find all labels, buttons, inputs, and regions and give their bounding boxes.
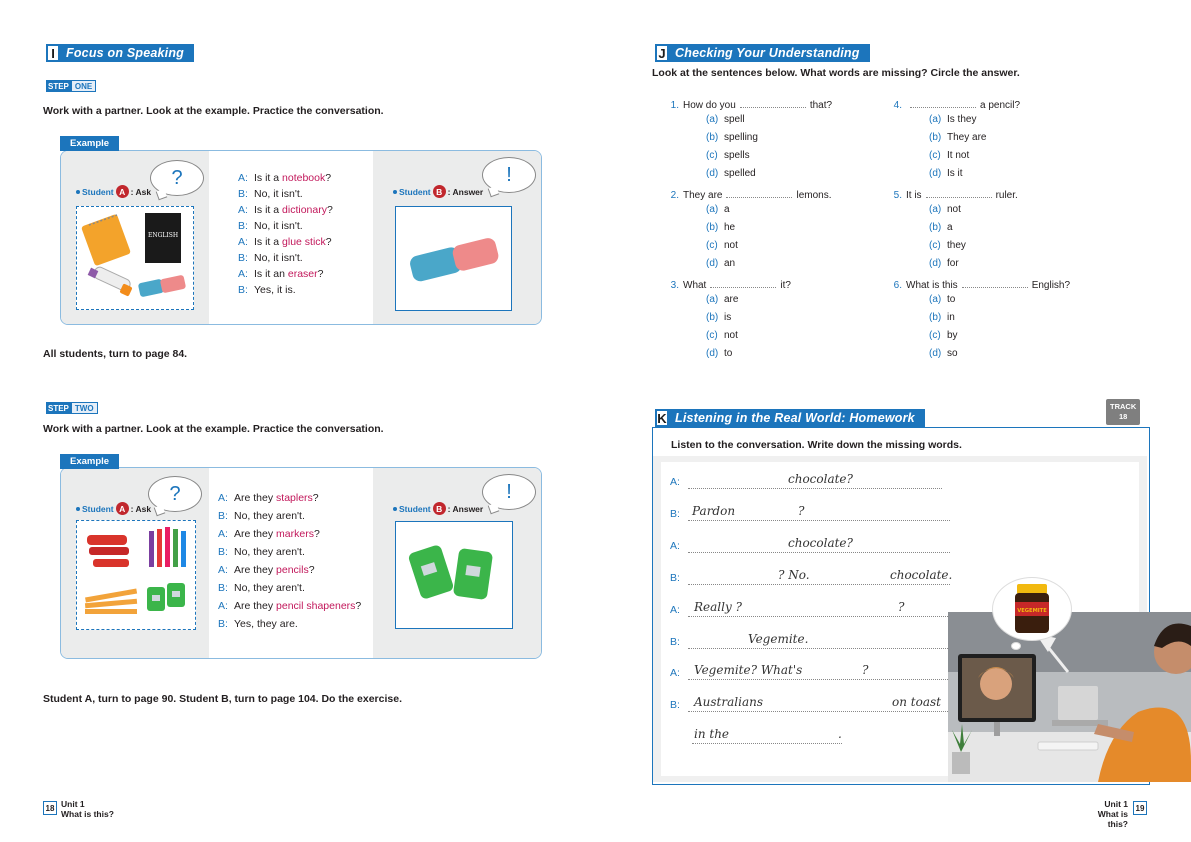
- question-4: [888, 96, 1020, 111]
- bullet-icon: [393, 507, 397, 511]
- option-text: are: [724, 294, 739, 305]
- section-letter: K: [655, 409, 669, 427]
- answer-blank[interactable]: [962, 276, 1028, 288]
- student-role: : Answer: [447, 186, 484, 197]
- student-a-pictures: [76, 520, 196, 630]
- highlight-word: staplers: [276, 492, 313, 504]
- option-text: not: [947, 204, 961, 215]
- line-end: ?: [312, 492, 319, 504]
- option-letter: (a): [706, 114, 719, 125]
- speaker: A:: [238, 268, 248, 280]
- question-2: [665, 186, 831, 201]
- dictionary-icon: [145, 213, 181, 263]
- student-b-picture: [395, 206, 512, 311]
- example-tab: Example: [60, 454, 119, 469]
- option-text: in: [947, 312, 955, 323]
- option[interactable]: [706, 132, 758, 143]
- option[interactable]: [706, 348, 732, 359]
- school-items-illustration: [77, 521, 195, 629]
- answer-line[interactable]: [688, 520, 950, 521]
- line-text: Are they: [234, 528, 277, 540]
- option[interactable]: [929, 258, 959, 269]
- exclamation-bubble: !: [482, 157, 536, 193]
- answer-blank[interactable]: [740, 96, 806, 108]
- footer-title: What is this?: [61, 809, 114, 819]
- option-letter: (d): [706, 168, 719, 179]
- option-text: Is it: [947, 168, 963, 179]
- vegemite-jar-icon: [993, 578, 1071, 640]
- step-number: ONE: [71, 80, 96, 92]
- question-post: that?: [809, 100, 833, 111]
- answer-blank[interactable]: [710, 276, 776, 288]
- eraser-icon: [138, 275, 186, 298]
- student-role: : Answer: [447, 503, 484, 514]
- conv-line: [218, 525, 361, 543]
- line-text: Yes, it is.: [254, 284, 296, 296]
- option[interactable]: [929, 168, 963, 179]
- option-letter: (c): [706, 150, 718, 161]
- speaker: A:: [218, 600, 228, 612]
- footer-right: [1080, 799, 1128, 829]
- option-text: It not: [947, 150, 970, 161]
- conv-line: [238, 218, 333, 234]
- handwritten-word: Pardon: [692, 504, 736, 518]
- conv-line: [218, 579, 361, 597]
- option-text: an: [724, 258, 736, 269]
- stapler-icon: [87, 535, 129, 567]
- speaker: B:: [238, 220, 248, 232]
- student-a-label: [76, 502, 151, 515]
- answer-line[interactable]: [688, 616, 950, 617]
- step-two-label: [46, 402, 98, 414]
- student-a-label: [76, 185, 151, 198]
- option-text: by: [947, 330, 958, 341]
- question-number: 4.: [893, 100, 902, 111]
- question-5: [888, 186, 1018, 201]
- line-text: Is it a: [254, 204, 283, 216]
- student-a-badge: A: [116, 502, 129, 515]
- option[interactable]: [929, 150, 969, 161]
- line-text: Is it an: [254, 268, 288, 280]
- dialog-line: [670, 534, 950, 554]
- line-text: Are they: [234, 600, 277, 612]
- option[interactable]: [706, 150, 750, 161]
- option-letter: (a): [929, 114, 942, 125]
- section-j-title: [655, 44, 870, 62]
- dialog-line: [670, 630, 950, 650]
- option-letter: (d): [706, 348, 719, 359]
- section-letter: I: [46, 44, 60, 62]
- option-letter: (c): [929, 330, 941, 341]
- option[interactable]: [706, 330, 738, 341]
- step-word: STEP: [48, 81, 69, 91]
- option[interactable]: [706, 240, 738, 251]
- conv-line: [238, 250, 333, 266]
- line-end: ?: [325, 172, 332, 184]
- line-text: Is it a: [254, 236, 283, 248]
- speaker: B:: [218, 618, 228, 630]
- question-post: ruler.: [995, 190, 1018, 201]
- thought-bubble: [992, 577, 1072, 641]
- bullet-icon: [76, 507, 80, 511]
- dialog-line: [670, 470, 950, 490]
- student-a-badge: A: [116, 185, 129, 198]
- student-role: : Ask: [130, 503, 152, 514]
- conv-line: [218, 507, 361, 525]
- option-letter: (d): [929, 258, 942, 269]
- question-number: 2.: [670, 190, 679, 201]
- option-letter: (a): [929, 294, 942, 305]
- step-word: STEP: [48, 403, 69, 413]
- handwritten-word: ? No.: [778, 568, 810, 582]
- footer-unit: Unit 1: [1104, 799, 1128, 809]
- handwritten-word: ?: [862, 663, 869, 677]
- highlight-word: eraser: [287, 268, 318, 280]
- speaker: A:: [670, 667, 680, 679]
- speaker: A:: [238, 204, 248, 216]
- option-text: they: [947, 240, 966, 251]
- highlight-word: notebook: [282, 172, 326, 184]
- dialog-line: [670, 502, 950, 522]
- question-pre: What is this: [906, 280, 958, 291]
- step-one-label: [46, 80, 96, 92]
- student-b-label: [393, 502, 483, 515]
- option-text: spell: [724, 114, 745, 125]
- speaker: B:: [670, 508, 680, 520]
- line-text: No, it isn't.: [254, 220, 303, 232]
- line-end: ?: [355, 600, 362, 612]
- line-end: ?: [326, 204, 333, 216]
- student-role: : Ask: [130, 186, 152, 197]
- speaker: B:: [218, 546, 228, 558]
- highlight-word: markers: [276, 528, 314, 540]
- line-text: No, it isn't.: [254, 252, 303, 264]
- conv-line: [218, 543, 361, 561]
- line-text: No, it isn't.: [254, 188, 303, 200]
- option[interactable]: [706, 114, 745, 125]
- handwritten-word: chocolate?: [788, 472, 853, 486]
- section-k-title: [655, 409, 925, 427]
- thought-dot: [1011, 642, 1021, 650]
- speaker: B:: [238, 188, 248, 200]
- option-letter: (b): [929, 132, 942, 143]
- speaker: A:: [218, 528, 228, 540]
- note-pages-90-104: Student A, turn to page 90. Student B, turn to page 104. Do the exercise.: [43, 693, 402, 705]
- conv-line: [218, 489, 361, 507]
- speaker: B:: [238, 284, 248, 296]
- question-post: lemons.: [796, 190, 832, 201]
- line-text: Is it a: [254, 172, 283, 184]
- option-text: he: [724, 222, 736, 233]
- footer-title: What is this?: [1097, 809, 1128, 829]
- option[interactable]: [706, 204, 730, 215]
- question-pre: It is: [906, 190, 922, 201]
- option-letter: (b): [706, 132, 719, 143]
- option-letter: (c): [929, 240, 941, 251]
- conv-line: [238, 234, 333, 250]
- handwritten-word: Really ?: [694, 600, 742, 614]
- option[interactable]: [929, 330, 958, 341]
- highlight-word: glue stick: [282, 236, 326, 248]
- footer-left: [61, 799, 114, 819]
- student-word: Student: [82, 503, 114, 514]
- handwritten-word: chocolate?: [788, 536, 853, 550]
- bullet-icon: [76, 190, 80, 194]
- option[interactable]: [706, 168, 756, 179]
- conversation-2: [218, 489, 361, 633]
- question-pre: What: [683, 280, 707, 291]
- section-i-title: [46, 44, 194, 62]
- speaker: B:: [218, 510, 228, 522]
- option-letter: (d): [706, 258, 719, 269]
- answer-blank[interactable]: [726, 186, 792, 198]
- page-number: 19: [1133, 801, 1147, 815]
- line-end: ?: [325, 236, 332, 248]
- step-number: TWO: [71, 402, 98, 414]
- section-heading: Checking Your Understanding: [669, 44, 870, 62]
- speaker: A:: [670, 604, 680, 616]
- option-text: to: [947, 294, 956, 305]
- highlight-word: pencil shapeners: [276, 600, 356, 612]
- question-6: [888, 276, 1070, 291]
- student-b-badge: B: [433, 502, 446, 515]
- section-heading: Focus on Speaking: [60, 44, 194, 62]
- handwritten-word: Australians: [694, 695, 763, 709]
- option[interactable]: [706, 312, 731, 323]
- speaker: A:: [670, 540, 680, 552]
- keyboard-icon: [1038, 742, 1098, 750]
- question-1: [665, 96, 832, 111]
- option-letter: (a): [929, 204, 942, 215]
- option-letter: (b): [929, 312, 942, 323]
- question-post: it?: [780, 280, 791, 291]
- option[interactable]: [929, 114, 976, 125]
- line-end: ?: [313, 528, 320, 540]
- answer-blank[interactable]: [910, 96, 976, 108]
- speaker: A:: [670, 476, 680, 488]
- option-letter: (a): [706, 294, 719, 305]
- line-text: Are they: [234, 564, 277, 576]
- conv-line: [218, 561, 361, 579]
- handwritten-word: ?: [898, 600, 905, 614]
- example-tab: Example: [60, 136, 119, 151]
- conv-line: [238, 186, 333, 202]
- notebook-icon: [81, 214, 131, 266]
- question-number: 6.: [893, 280, 902, 291]
- conv-line: [238, 170, 333, 186]
- option-text: They are: [947, 132, 987, 143]
- option[interactable]: [929, 204, 961, 215]
- question-number: 5.: [893, 190, 902, 201]
- option-text: a: [724, 204, 730, 215]
- option[interactable]: [706, 222, 735, 233]
- option[interactable]: [706, 258, 735, 269]
- answer-line[interactable]: [688, 648, 950, 649]
- exclamation-bubble: !: [482, 474, 536, 510]
- conv-line: [218, 597, 361, 615]
- student-b-label: [393, 185, 483, 198]
- option-letter: (c): [929, 150, 941, 161]
- highlight-word: pencils: [276, 564, 309, 576]
- option-text: to: [724, 348, 733, 359]
- answer-line[interactable]: [688, 711, 950, 712]
- question-post: English?: [1031, 280, 1071, 291]
- line-end: ?: [308, 564, 315, 576]
- question-number: 3.: [670, 280, 679, 291]
- dialog-line: [670, 693, 950, 713]
- option-letter: (c): [706, 330, 718, 341]
- student-b-badge: B: [433, 185, 446, 198]
- conversation-1: [238, 170, 333, 298]
- step-one-instruction: Work with a partner. Look at the example. Practice the conversation.: [43, 105, 384, 117]
- j-instruction: Look at the sentences below. What words are missing? Circle the answer.: [652, 67, 1020, 79]
- glue-stick-icon: [88, 266, 133, 297]
- note-page-84: All students, turn to page 84.: [43, 348, 188, 360]
- student-word: Student: [82, 186, 114, 197]
- conv-line: [238, 202, 333, 218]
- option[interactable]: [929, 348, 958, 359]
- question-post: a pencil?: [980, 100, 1021, 111]
- question-bubble: ?: [150, 160, 204, 196]
- handwritten-word: Vegemite? What's: [694, 663, 803, 677]
- section-heading: Listening in the Real World: Homework: [669, 409, 925, 427]
- pencil-sharpener-icon: [147, 583, 185, 611]
- speaker: B:: [670, 636, 680, 648]
- school-items-illustration: [77, 207, 193, 309]
- track-label: TRACK: [1110, 402, 1137, 411]
- handwritten-word: .: [838, 727, 842, 741]
- line-text: No, they aren't.: [234, 546, 305, 558]
- footer-unit: Unit 1: [61, 799, 85, 809]
- speaker: B:: [670, 699, 680, 711]
- option-letter: (a): [706, 204, 719, 215]
- option-letter: (d): [929, 168, 942, 179]
- student-a-pictures: [76, 206, 194, 310]
- line-text: No, they aren't.: [234, 582, 305, 594]
- option-text: Is they: [947, 114, 977, 125]
- dialog-line: [670, 725, 950, 745]
- question-3: [665, 276, 791, 291]
- question-pre: How do you: [683, 100, 736, 111]
- answer-line[interactable]: [688, 584, 950, 585]
- handwritten-word: ?: [798, 504, 805, 518]
- dialog-line: [670, 661, 950, 681]
- speaker: B:: [670, 572, 680, 584]
- handwritten-word: on toast: [892, 695, 941, 709]
- track-number: 18: [1118, 412, 1128, 421]
- option[interactable]: [929, 240, 966, 251]
- option-text: spelling: [724, 132, 758, 143]
- handwritten-word: Vegemite.: [748, 632, 809, 646]
- page-number: 18: [43, 801, 57, 815]
- handwritten-word: in the: [694, 727, 730, 741]
- option-text: so: [947, 348, 958, 359]
- option-letter: (b): [706, 222, 719, 233]
- student-b-picture: [395, 521, 513, 629]
- answer-line[interactable]: [692, 743, 842, 744]
- answer-line[interactable]: [688, 679, 950, 680]
- option-text: spells: [724, 150, 750, 161]
- option-text: a: [947, 222, 953, 233]
- dialog-line: [670, 598, 950, 618]
- line-text: Are they: [234, 492, 277, 504]
- dialog-line: [670, 566, 953, 586]
- student-word: Student: [399, 503, 431, 514]
- option[interactable]: [929, 132, 986, 143]
- speaker: A:: [238, 236, 248, 248]
- option-text: spelled: [724, 168, 756, 179]
- option[interactable]: [929, 312, 955, 323]
- k-instruction: Listen to the conversation. Write down the missing words.: [671, 439, 962, 451]
- speaker: B:: [238, 252, 248, 264]
- line-end: ?: [317, 268, 324, 280]
- dictionary-cover-text: ENGLISH: [147, 232, 179, 239]
- speaker: A:: [218, 564, 228, 576]
- option-text: not: [724, 330, 738, 341]
- question-bubble: ?: [148, 476, 202, 512]
- option[interactable]: [929, 294, 955, 305]
- answer-line[interactable]: [688, 552, 950, 553]
- bullet-icon: [393, 190, 397, 194]
- speaker: B:: [218, 582, 228, 594]
- conv-line: [238, 266, 333, 282]
- step-two-instruction: Work with a partner. Look at the example. Practice the conversation.: [43, 423, 384, 435]
- option-letter: (c): [706, 240, 718, 251]
- student-word: Student: [399, 186, 431, 197]
- jar-label: VEGEMITE: [1017, 608, 1047, 614]
- option-letter: (b): [706, 312, 719, 323]
- question-pre: They are: [683, 190, 723, 201]
- option-letter: (d): [929, 348, 942, 359]
- option-text: not: [724, 240, 738, 251]
- pencil-sharpener-icon: [396, 522, 512, 628]
- speaker: A:: [218, 492, 228, 504]
- speaker: A:: [238, 172, 248, 184]
- marker-icon: [149, 527, 186, 567]
- eraser-icon: [396, 207, 511, 310]
- conv-line: [218, 615, 361, 633]
- conv-line: [238, 282, 333, 298]
- answer-line[interactable]: [688, 488, 942, 489]
- pencil-icon: [85, 589, 137, 614]
- highlight-word: dictionary: [282, 204, 327, 216]
- answer-blank[interactable]: [926, 186, 992, 198]
- option-letter: (b): [929, 222, 942, 233]
- option[interactable]: [929, 222, 953, 233]
- line-text: Yes, they are.: [234, 618, 298, 630]
- question-number: 1.: [670, 100, 679, 111]
- line-text: No, they aren't.: [234, 510, 305, 522]
- track-badge[interactable]: [1106, 399, 1140, 425]
- option-text: for: [947, 258, 959, 269]
- option-text: is: [724, 312, 732, 323]
- handwritten-word: chocolate.: [890, 568, 953, 582]
- section-letter: J: [655, 44, 669, 62]
- option[interactable]: [706, 294, 738, 305]
